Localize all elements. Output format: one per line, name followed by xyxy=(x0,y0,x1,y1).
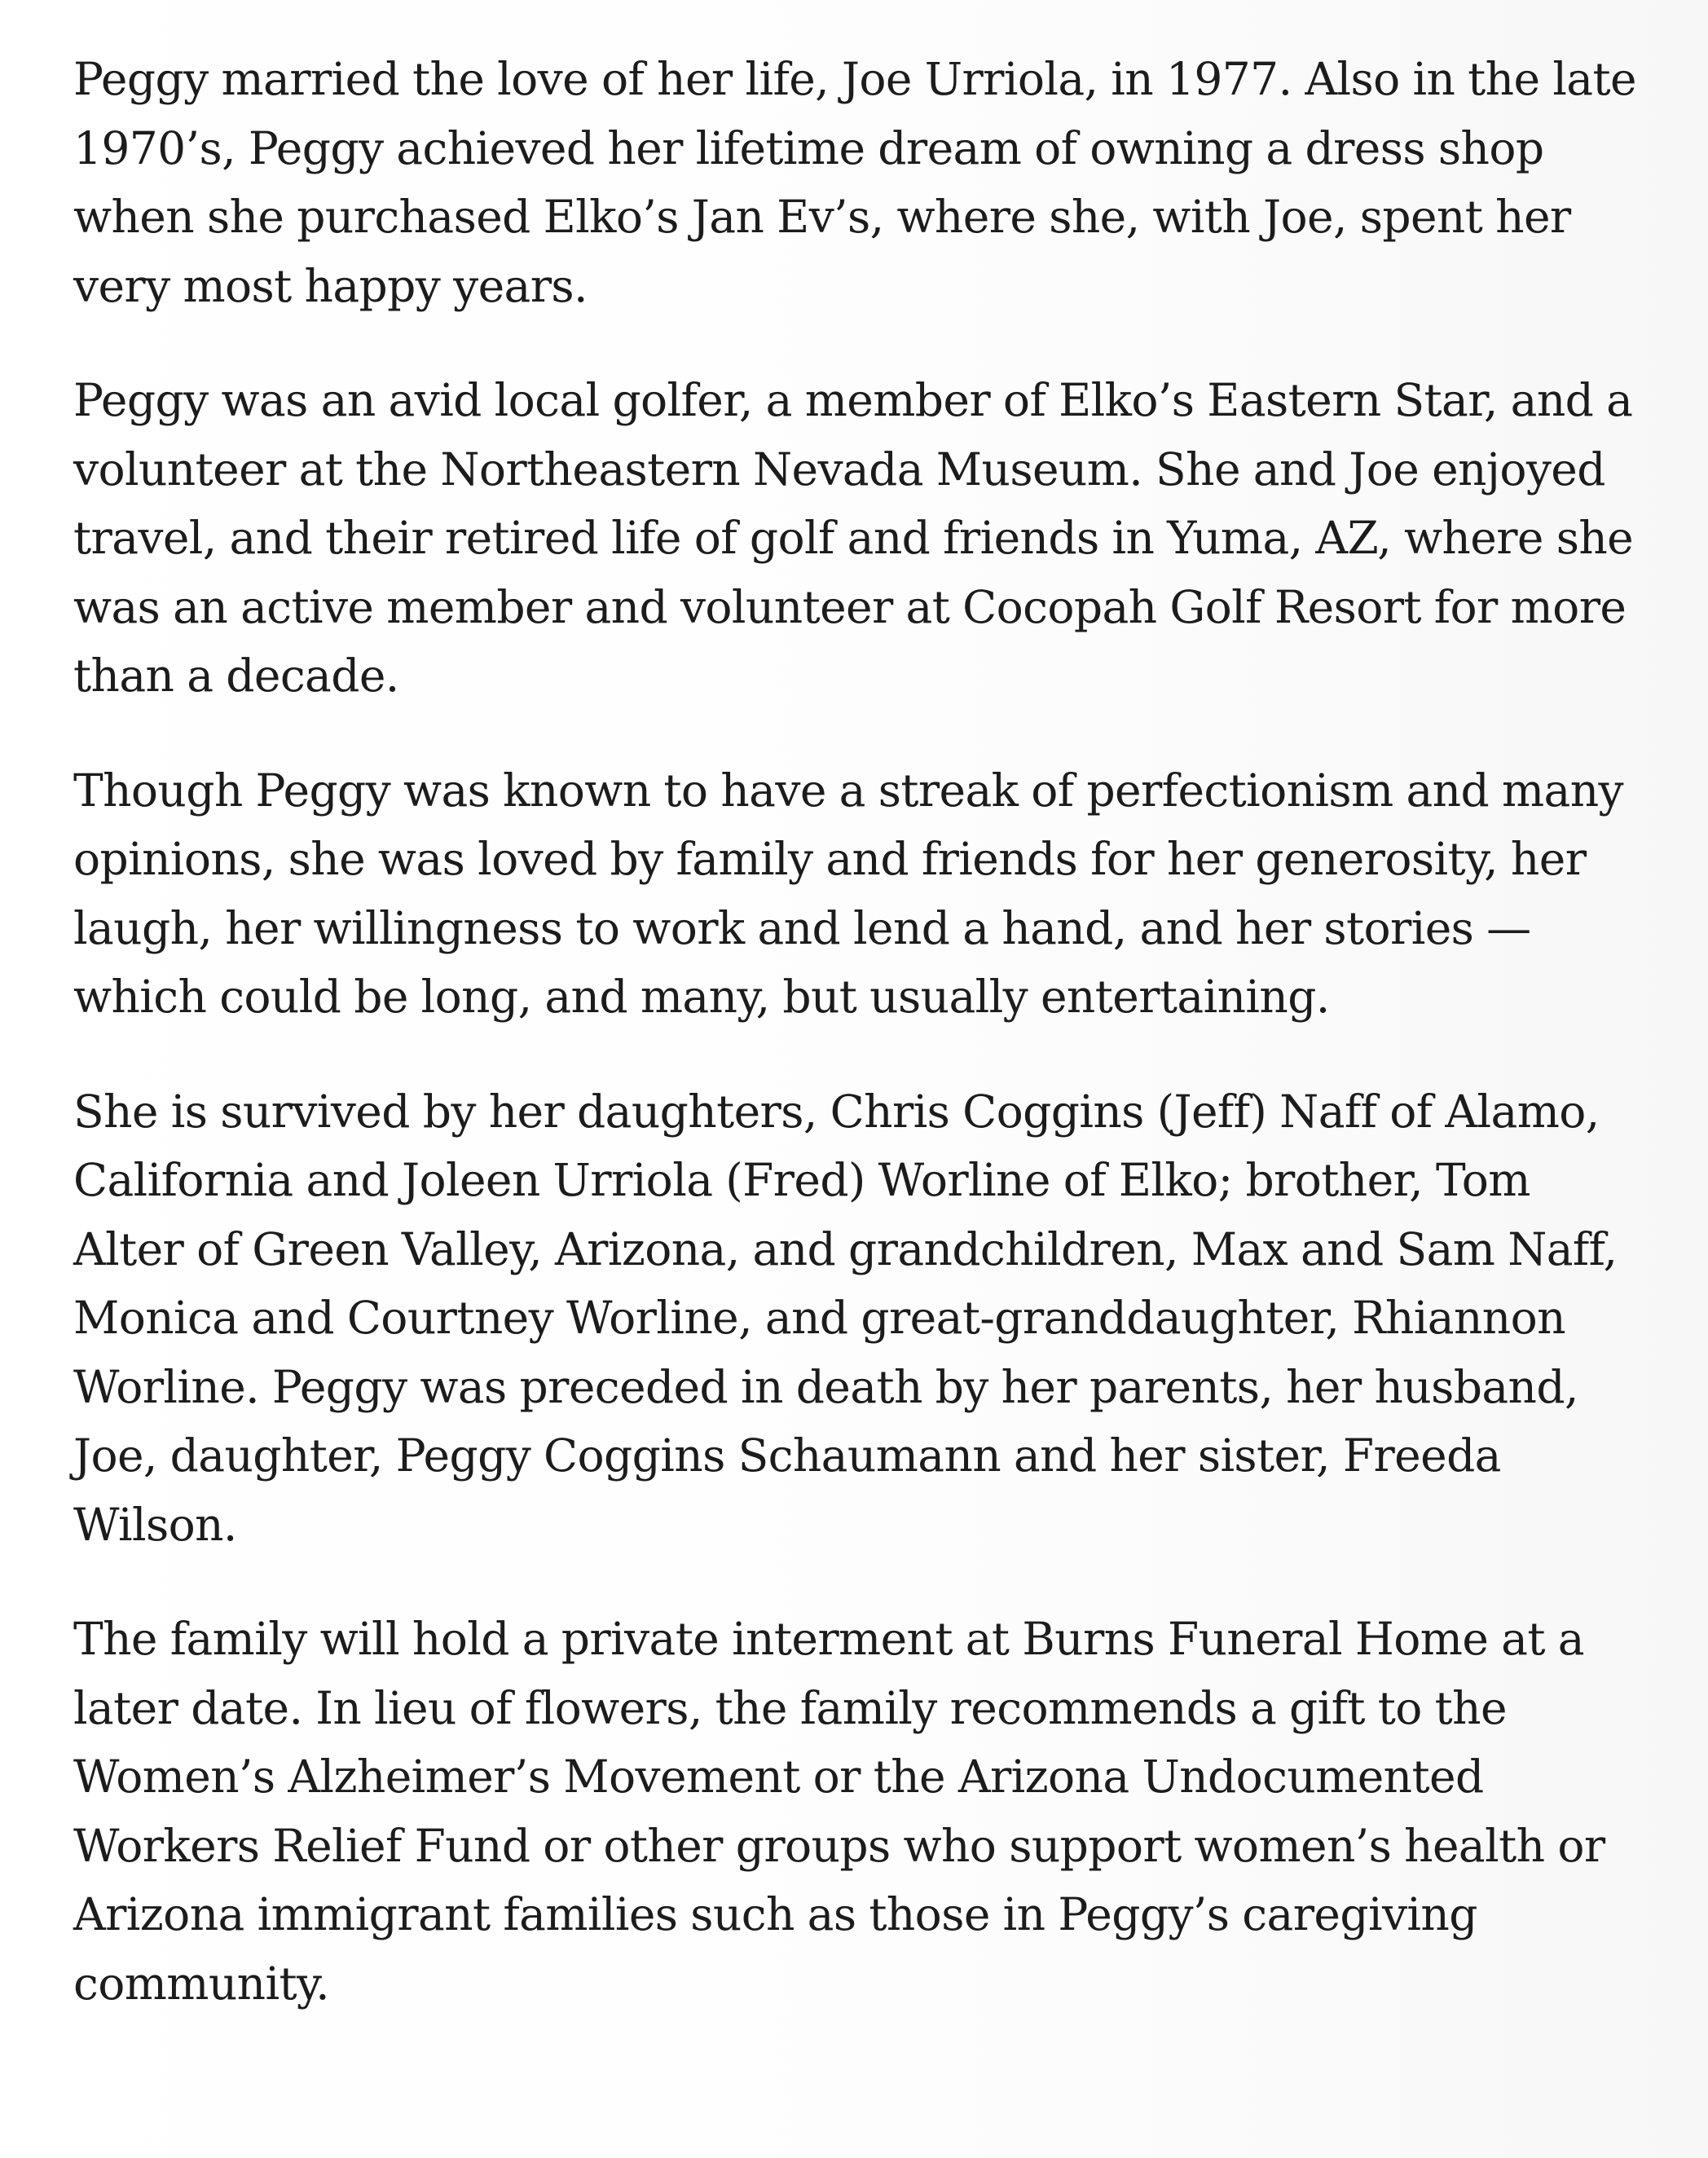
text-line: very most happy years. xyxy=(73,259,588,312)
text-line: was an active member and volunteer at Cocopah Golf Resort for more xyxy=(73,580,1627,633)
paragraph-survivors xyxy=(73,1077,1659,1560)
paragraph-character xyxy=(73,756,1659,1032)
text-line: The family will hold a private interment at Burns Funeral Home at a xyxy=(73,1613,1584,1665)
paragraph-activities xyxy=(73,366,1659,711)
text-line: California and Joleen Urriola (Fred) Worline of Elko; brother, Tom xyxy=(73,1154,1530,1206)
text-line: Women’s Alzheimer’s Movement or the Arizona Undocumented xyxy=(73,1751,1484,1803)
paragraph-interment xyxy=(73,1605,1659,2018)
text-line: Peggy married the love of her life, Joe Urriola, in 1977. Also in the late xyxy=(73,53,1636,105)
text-line: Wilson. xyxy=(73,1498,237,1551)
text-line: Arizona immigrant families such as those in Peggy’s caregiving xyxy=(73,1888,1477,1940)
text-line: Though Peggy was known to have a streak of perfectionism and many xyxy=(73,764,1624,817)
text-line: travel, and their retired life of golf and friends in Yuma, AZ, where she xyxy=(73,512,1634,564)
paragraph-marriage xyxy=(73,45,1659,320)
text-line: opinions, she was loved by family and friends for her generosity, her xyxy=(73,833,1587,885)
text-line: volunteer at the Northeastern Nevada Museum. She and Joe enjoyed xyxy=(73,443,1605,495)
text-line: Monica and Courtney Worline, and great-granddaughter, Rhiannon xyxy=(73,1292,1565,1344)
text-line: Alter of Green Valley, Arizona, and grandchildren, Max and Sam Naff, xyxy=(73,1222,1618,1275)
text-line: later date. In lieu of flowers, the family recommends a gift to the xyxy=(73,1681,1507,1734)
text-line: Peggy was an avid local golfer, a member of Elko’s Eastern Star, and a xyxy=(73,374,1633,426)
text-line: community. xyxy=(73,1957,330,2010)
text-line: when she purchased Elko’s Jan Ev’s, where she, with Joe, spent her xyxy=(73,191,1571,243)
text-line: Joe, daughter, Peggy Coggins Schaumann and her sister, Freeda xyxy=(73,1429,1501,1482)
text-line: which could be long, and many, but usually entertaining. xyxy=(73,971,1330,1023)
text-line: than a decade. xyxy=(73,650,399,702)
text-line: laugh, her willingness to work and lend a hand, and her stories — xyxy=(73,901,1531,954)
text-line: She is survived by her daughters, Chris Coggins (Jeff) Naff of Alamo, xyxy=(73,1085,1600,1138)
text-line: 1970’s, Peggy achieved her lifetime dream of owning a dress shop xyxy=(73,121,1544,174)
text-line: Worline. Peggy was preceded in death by her parents, her husband, xyxy=(73,1360,1578,1413)
text-line: Workers Relief Fund or other groups who support women’s health or xyxy=(73,1819,1605,1872)
